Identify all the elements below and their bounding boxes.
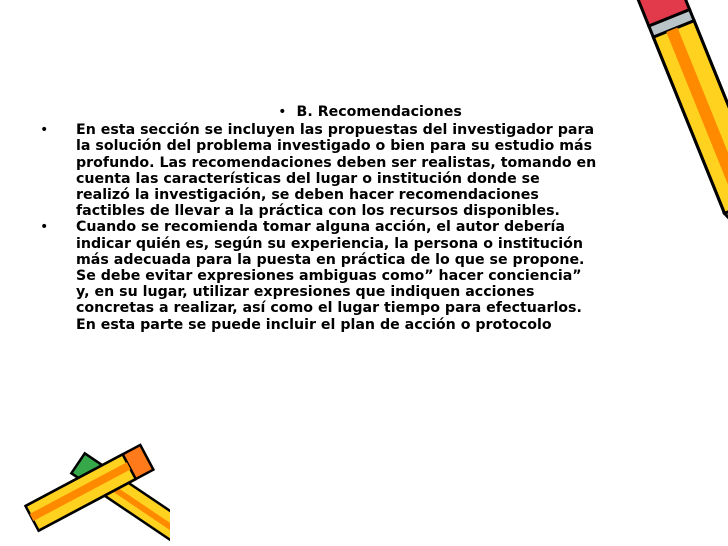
text-line: cuenta las características del lugar o institución donde se (76, 170, 540, 187)
text-line: En esta sección se incluyen las propuestas del investigador para (76, 122, 595, 139)
text-line: En esta parte se puede incluir el plan de acción o protocolo (76, 316, 552, 333)
text-line: concretas a realizar, así como el lugar tiempo para efectuarlos. (76, 300, 582, 317)
text-line: indicar quién es, según su experiencia, la persona o institución (76, 235, 583, 252)
paragraph-action (40, 219, 660, 332)
text-line: Se debe evitar expresiones ambiguas como” hacer conciencia” (76, 268, 582, 285)
text-line: la solución del problema investigado o bien para su estudio más (76, 138, 593, 155)
bullet-icon: • (278, 104, 287, 120)
text-line: más adecuada para la puesta en práctica de lo que se propone. (76, 251, 585, 268)
bullet-icon: • (40, 219, 49, 236)
paragraph-intro (40, 122, 660, 219)
heading-text: B. Recomendaciones (296, 104, 462, 120)
slide-body (40, 104, 660, 333)
text-line: Cuando se recomienda tomar alguna acción, el autor debería (76, 219, 565, 236)
text-line: factibles de llevar a la práctica con los recursos disponibles. (76, 203, 560, 220)
text-line: profundo. Las recomendaciones deben ser realistas, tomando en (76, 154, 597, 171)
bullet-icon: • (40, 122, 49, 139)
slide-heading (40, 104, 660, 120)
pencil-icon (0, 440, 170, 546)
text-line: y, en su lugar, utilizar expresiones que indiquen acciones (76, 284, 535, 301)
text-line: realizó la investigación, se deben hacer recomendaciones (76, 187, 539, 204)
